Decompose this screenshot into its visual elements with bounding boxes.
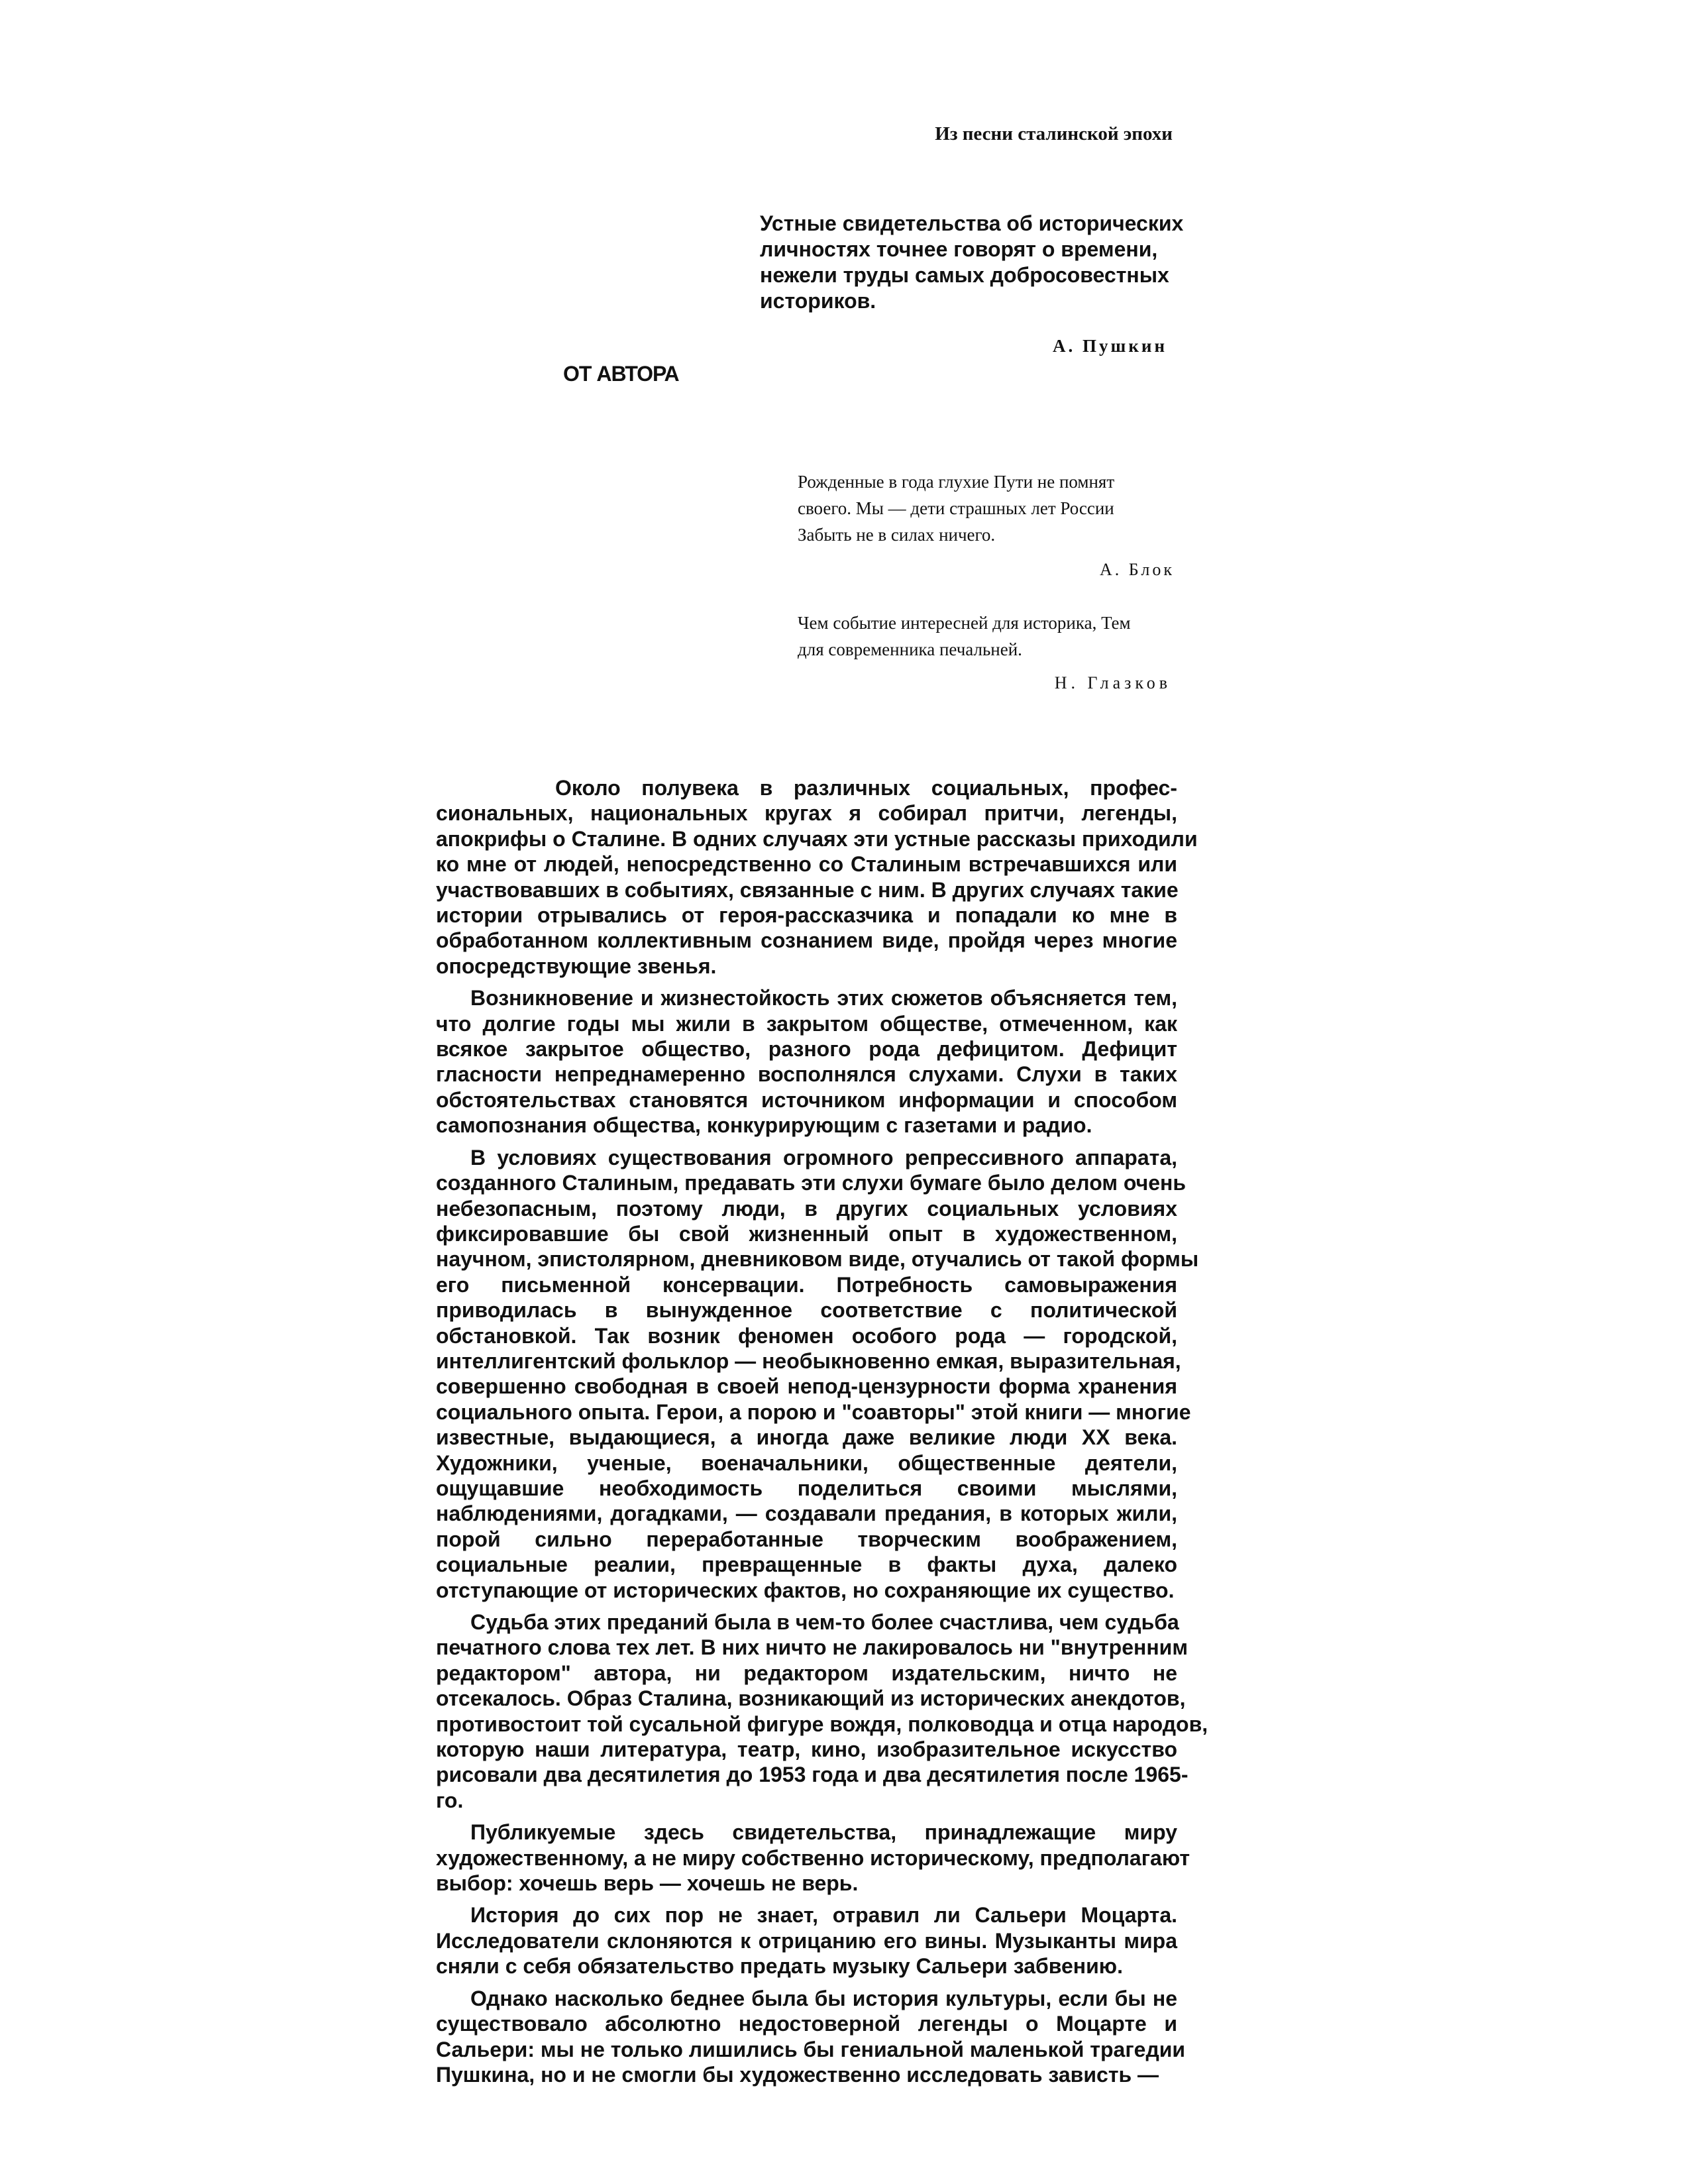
body-line: отсекалось. Образ Сталина, возникающий из исторических анекдотов,: [436, 1686, 1186, 1711]
epigraph-line: своего. Мы — дети страшных лет России: [798, 498, 1114, 518]
body-paragraph: [436, 1902, 1177, 1979]
body-line: ощущавшие необходимость поделиться своими мыслями,: [436, 1476, 1177, 1500]
body-line: ко мне от людей, непосредственно со Сталиным встречавшихся или: [436, 852, 1177, 877]
body-line: фиксировавшие бы свой жизненный опыт в художественном,: [436, 1221, 1177, 1246]
body-line: научном, эпистолярном, дневниковом виде, отучались от такой формы: [436, 1247, 1199, 1272]
body-line: опосредствующие звенья.: [436, 954, 717, 978]
epigraph-line: личностях точнее говорят о времени,: [760, 237, 1158, 261]
body-line: Исследователи склоняются к отрицанию его вины. Музыканты мира: [436, 1928, 1177, 1953]
body-paragraph: [436, 1986, 1186, 2088]
body-line: интеллигентский фольклор — необыкновенно емкая, выразительная,: [436, 1348, 1181, 1373]
body-line: существовало абсолютно недостоверной легенды о Моцарте и: [436, 2012, 1177, 2036]
body-line: небезопасным, поэтому люди, в других социальных условиях: [436, 1196, 1177, 1221]
body-paragraph: [436, 1610, 1208, 1813]
epigraph-blok: [798, 468, 1195, 548]
chapter-title: ОТ АВТОРА: [563, 362, 679, 386]
body-paragraph: [436, 985, 1177, 1138]
body-paragraph: [436, 775, 1198, 979]
body-line: рисовали два десятилетия до 1953 года и два десятилетия после 1965-: [436, 1763, 1188, 1787]
body-line: социальные реалии, превращенные в факты духа, далеко: [436, 1553, 1177, 1577]
body-line: всякое закрытое общество, разного рода дефицитом. Дефицит: [436, 1037, 1177, 1062]
body-line: Художники, ученые, военачальники, общественные деятели,: [436, 1450, 1177, 1475]
body-line: известные, выдающиеся, а иногда даже великие люди XX века.: [436, 1425, 1177, 1450]
epigraph-blok-author: А. Блок: [1100, 560, 1175, 579]
body-line: отступающие от исторических фактов, но сохраняющие их существо.: [436, 1578, 1175, 1602]
body-line: апокрифы о Сталине. В одних случаях эти устные рассказы приходили: [436, 826, 1198, 851]
body-line: совершенно свободная в своей непод-цензурности форма хранения: [436, 1374, 1177, 1399]
body-line: что долгие годы мы жили в закрытом обществе, отмеченном, как: [436, 1011, 1177, 1036]
epigraph-line: Забыть не в силах ничего.: [798, 525, 996, 545]
body-paragraph: [436, 1145, 1199, 1603]
body-line: Сальери: мы не только лишились бы гениальной маленькой трагедии: [436, 2037, 1186, 2061]
epigraph-line: нежели труды самых добросовестных: [760, 263, 1169, 287]
epigraph-glazkov-author: Н. Глазков: [1054, 673, 1171, 692]
body-line: Публикуемые здесь свидетельства, принадлежащие миру: [470, 1820, 1177, 1845]
body-line: художественному, а не миру собственно историческому, предполагают: [436, 1845, 1190, 1870]
body-line: сиональных, национальных кругах я собирал притчи, легенды,: [436, 801, 1177, 826]
body-line: противостоит той сусальной фигуре вождя, полководца и отца народов,: [436, 1712, 1208, 1736]
body-line: печатного слова тех лет. В них ничто не лакировалось ни "внутренним: [436, 1635, 1188, 1660]
body-line: участвовавших в событиях, связанные с ним. В других случаях такие: [436, 877, 1179, 902]
body-line: обработанном коллективным сознанием виде, пройдя через многие: [436, 928, 1177, 953]
body-line: гласности непреднамеренно восполнялся слухами. Слухи в таких: [436, 1062, 1177, 1087]
epigraph-line: Рожденные в года глухие Пути не помнят: [798, 472, 1115, 492]
body-line: редактором" автора, ни редактором издательским, ничто не: [436, 1661, 1177, 1685]
body-text: [436, 775, 1208, 2087]
body-line: приводилась в вынужденное соответствие с политической: [436, 1298, 1177, 1323]
body-line: выбор: хочешь верь — хочешь не верь.: [436, 1871, 859, 1896]
body-line: го.: [436, 1788, 464, 1812]
body-line: порой сильно переработанные творческим воображением,: [436, 1527, 1177, 1551]
body-line: обстоятельствах становятся источником информации и способом: [436, 1087, 1177, 1112]
body-paragraph: [436, 1820, 1190, 1896]
body-line: обстановкой. Так возник феномен особого рода — городской,: [436, 1323, 1177, 1348]
epigraph-pushkin-author: А. Пушкин: [1053, 336, 1167, 356]
body-line: сняли с себя обязательство предать музыку Сальери забвению.: [436, 1954, 1124, 1979]
body-line: истории отрывались от героя-рассказчика и попадали ко мне в: [436, 903, 1177, 928]
body-line: его письменной консервации. Потребность самовыражения: [436, 1272, 1177, 1297]
body-line: Однако насколько беднее была бы история культуры, если бы не: [470, 1986, 1177, 2010]
epigraph-pushkin: [760, 211, 1184, 314]
body-line: созданного Сталиным, предавать эти слухи бумаге было делом очень: [436, 1171, 1187, 1195]
body-line: Возникновение и жизнестойкость этих сюжетов объясняется тем,: [470, 986, 1177, 1010]
body-line: самопознания общества, конкурирующим с газетами и радио.: [436, 1113, 1092, 1138]
epigraph-line: для современника печальней.: [798, 639, 1022, 659]
body-line: которую наши литература, театр, кино, изобразительное искусство: [436, 1737, 1177, 1762]
epigraph-song-source: Из песни сталинской эпохи: [935, 123, 1173, 144]
body-line: наблюдениями, догадками, — создавали предания, в которых жили,: [436, 1502, 1177, 1526]
epigraph-line: Чем событие интересней для историка, Тем: [798, 613, 1131, 633]
body-line: История до сих пор не знает, отравил ли Сальери Моцарта.: [470, 1903, 1177, 1928]
body-line: Пушкина, но и не смогли бы художественно исследовать зависть —: [436, 2062, 1159, 2087]
epigraph-line: историков.: [760, 289, 876, 313]
body-line: Около полувека в различных социальных, профес-: [555, 776, 1177, 800]
body-line: социального опыта. Герои, а порою и "соавторы" этой книги — многие: [436, 1399, 1191, 1424]
epigraph-line: Устные свидетельства об исторических: [760, 211, 1184, 235]
epigraph-glazkov: [798, 610, 1195, 663]
body-line: В условиях существования огромного репрессивного аппарата,: [470, 1145, 1177, 1170]
body-line: Судьба этих преданий была в чем-то более счастлива, чем судьба: [470, 1610, 1179, 1634]
